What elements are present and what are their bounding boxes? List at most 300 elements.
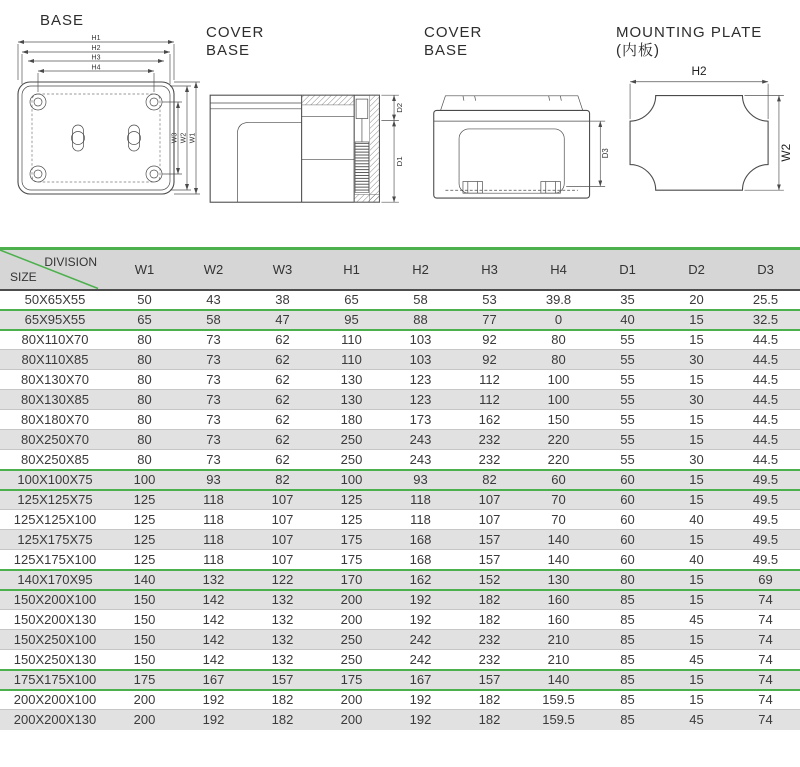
corner-cell bbox=[0, 249, 110, 290]
dim-label-h2: H2 bbox=[691, 63, 707, 78]
diagram-base bbox=[12, 12, 204, 204]
table-row bbox=[0, 330, 800, 350]
dim-label-h3: H3 bbox=[91, 54, 101, 62]
value-cell: 118 bbox=[179, 550, 248, 570]
diagram-cover-base-front-title bbox=[424, 24, 611, 60]
value-cell: 40 bbox=[662, 550, 731, 570]
value-cell: 182 bbox=[455, 690, 524, 710]
size-cell: 80X110X70 bbox=[0, 330, 110, 350]
value-cell: 125 bbox=[110, 530, 179, 550]
value-cell: 100 bbox=[317, 470, 386, 490]
size-cell: 65X95X55 bbox=[0, 310, 110, 330]
value-cell: 73 bbox=[179, 450, 248, 470]
value-cell: 168 bbox=[386, 550, 455, 570]
col-header-h1: H1 bbox=[317, 249, 386, 290]
value-cell: 85 bbox=[593, 650, 662, 670]
size-cell: 150X250X130 bbox=[0, 650, 110, 670]
dim-label-d1: D1 bbox=[394, 156, 404, 167]
value-cell: 232 bbox=[455, 430, 524, 450]
value-cell: 150 bbox=[110, 610, 179, 630]
size-cell: 125X175X75 bbox=[0, 530, 110, 550]
diagram-base-title bbox=[12, 12, 204, 30]
value-cell: 150 bbox=[110, 630, 179, 650]
value-cell: 15 bbox=[662, 690, 731, 710]
value-cell: 175 bbox=[317, 550, 386, 570]
value-cell: 73 bbox=[179, 330, 248, 350]
table-row bbox=[0, 350, 800, 370]
size-cell: 150X250X100 bbox=[0, 630, 110, 650]
value-cell: 49.5 bbox=[731, 550, 800, 570]
value-cell: 60 bbox=[593, 470, 662, 490]
value-cell: 73 bbox=[179, 410, 248, 430]
diagram-mounting-plate-title bbox=[616, 24, 794, 60]
col-header-h3: H3 bbox=[455, 249, 524, 290]
value-cell: 118 bbox=[179, 530, 248, 550]
value-cell: 182 bbox=[248, 690, 317, 710]
value-cell: 180 bbox=[317, 410, 386, 430]
table-row bbox=[0, 670, 800, 690]
value-cell: 44.5 bbox=[731, 330, 800, 350]
value-cell: 85 bbox=[593, 690, 662, 710]
value-cell: 80 bbox=[593, 570, 662, 590]
mounting-plate-drawing bbox=[616, 62, 794, 202]
value-cell: 15 bbox=[662, 330, 731, 350]
value-cell: 175 bbox=[110, 670, 179, 690]
value-cell: 80 bbox=[110, 330, 179, 350]
value-cell: 232 bbox=[455, 630, 524, 650]
value-cell: 80 bbox=[110, 390, 179, 410]
value-cell: 15 bbox=[662, 570, 731, 590]
value-cell: 74 bbox=[731, 630, 800, 650]
table-row bbox=[0, 410, 800, 430]
value-cell: 118 bbox=[179, 490, 248, 510]
value-cell: 100 bbox=[524, 370, 593, 390]
value-cell: 60 bbox=[524, 470, 593, 490]
value-cell: 140 bbox=[524, 530, 593, 550]
dim-label-d3: D3 bbox=[601, 148, 611, 159]
value-cell: 182 bbox=[455, 590, 524, 610]
base-box-outline bbox=[18, 82, 174, 194]
dim-label-d2: D2 bbox=[394, 102, 404, 113]
table-row bbox=[0, 430, 800, 450]
value-cell: 250 bbox=[317, 430, 386, 450]
value-cell: 118 bbox=[386, 510, 455, 530]
value-cell: 15 bbox=[662, 590, 731, 610]
value-cell: 74 bbox=[731, 690, 800, 710]
value-cell: 50 bbox=[110, 290, 179, 310]
value-cell: 200 bbox=[317, 590, 386, 610]
table-row bbox=[0, 310, 800, 330]
size-cell: 80X180X70 bbox=[0, 410, 110, 430]
col-header-h4: H4 bbox=[524, 249, 593, 290]
header-row bbox=[0, 249, 800, 290]
table-row bbox=[0, 490, 800, 510]
value-cell: 82 bbox=[455, 470, 524, 490]
base-corner-screws bbox=[30, 94, 162, 182]
value-cell: 55 bbox=[593, 390, 662, 410]
value-cell: 80 bbox=[110, 370, 179, 390]
value-cell: 93 bbox=[179, 470, 248, 490]
value-cell: 80 bbox=[524, 330, 593, 350]
value-cell: 192 bbox=[386, 610, 455, 630]
value-cell: 77 bbox=[455, 310, 524, 330]
size-cell: 125X125X100 bbox=[0, 510, 110, 530]
col-header-w1: W1 bbox=[110, 249, 179, 290]
value-cell: 200 bbox=[110, 690, 179, 710]
value-cell: 73 bbox=[179, 430, 248, 450]
value-cell: 58 bbox=[179, 310, 248, 330]
value-cell: 62 bbox=[248, 450, 317, 470]
value-cell: 182 bbox=[248, 710, 317, 730]
table-row bbox=[0, 570, 800, 590]
size-cell: 80X110X85 bbox=[0, 350, 110, 370]
value-cell: 167 bbox=[386, 670, 455, 690]
value-cell: 62 bbox=[248, 350, 317, 370]
dim-label-h2: H2 bbox=[91, 45, 101, 52]
size-cell: 50X65X55 bbox=[0, 290, 110, 310]
value-cell: 85 bbox=[593, 630, 662, 650]
value-cell: 40 bbox=[662, 510, 731, 530]
size-cell: 140X170X95 bbox=[0, 570, 110, 590]
diagram-cover-base-side bbox=[206, 24, 406, 210]
value-cell: 200 bbox=[317, 690, 386, 710]
value-cell: 157 bbox=[455, 550, 524, 570]
cover-base-side-dimensions bbox=[381, 95, 403, 202]
table-row bbox=[0, 470, 800, 490]
value-cell: 93 bbox=[386, 470, 455, 490]
value-cell: 112 bbox=[455, 390, 524, 410]
value-cell: 15 bbox=[662, 530, 731, 550]
value-cell: 242 bbox=[386, 630, 455, 650]
col-header-w3: W3 bbox=[248, 249, 317, 290]
value-cell: 53 bbox=[455, 290, 524, 310]
value-cell: 210 bbox=[524, 650, 593, 670]
value-cell: 192 bbox=[386, 710, 455, 730]
value-cell: 82 bbox=[248, 470, 317, 490]
value-cell: 107 bbox=[455, 490, 524, 510]
value-cell: 200 bbox=[317, 610, 386, 630]
spec-table bbox=[0, 247, 800, 730]
table-row bbox=[0, 530, 800, 550]
value-cell: 85 bbox=[593, 610, 662, 630]
value-cell: 125 bbox=[317, 510, 386, 530]
value-cell: 38 bbox=[248, 290, 317, 310]
value-cell: 65 bbox=[317, 290, 386, 310]
value-cell: 73 bbox=[179, 350, 248, 370]
value-cell: 142 bbox=[179, 650, 248, 670]
table-row bbox=[0, 510, 800, 530]
size-cell: 80X250X70 bbox=[0, 430, 110, 450]
title-line: COVER bbox=[424, 24, 483, 41]
value-cell: 44.5 bbox=[731, 430, 800, 450]
value-cell: 15 bbox=[662, 370, 731, 390]
value-cell: 150 bbox=[524, 410, 593, 430]
value-cell: 103 bbox=[386, 350, 455, 370]
value-cell: 125 bbox=[110, 510, 179, 530]
value-cell: 60 bbox=[593, 490, 662, 510]
value-cell: 39.8 bbox=[524, 290, 593, 310]
col-header-d3: D3 bbox=[731, 249, 800, 290]
value-cell: 220 bbox=[524, 430, 593, 450]
value-cell: 49.5 bbox=[731, 490, 800, 510]
value-cell: 30 bbox=[662, 350, 731, 370]
value-cell: 74 bbox=[731, 670, 800, 690]
value-cell: 200 bbox=[317, 710, 386, 730]
value-cell: 182 bbox=[455, 610, 524, 630]
value-cell: 44.5 bbox=[731, 390, 800, 410]
value-cell: 44.5 bbox=[731, 350, 800, 370]
value-cell: 80 bbox=[110, 410, 179, 430]
cover-base-front-body bbox=[434, 96, 590, 198]
value-cell: 62 bbox=[248, 370, 317, 390]
value-cell: 243 bbox=[386, 450, 455, 470]
value-cell: 160 bbox=[524, 590, 593, 610]
diagram-cover-base-side-title bbox=[206, 24, 406, 60]
cover-base-front-drawing bbox=[424, 82, 611, 207]
title-line: BASE bbox=[206, 42, 251, 59]
dim-label-w2: W2 bbox=[180, 132, 188, 144]
table-row bbox=[0, 650, 800, 670]
value-cell: 15 bbox=[662, 430, 731, 450]
value-cell: 88 bbox=[386, 310, 455, 330]
value-cell: 80 bbox=[110, 430, 179, 450]
value-cell: 92 bbox=[455, 330, 524, 350]
value-cell: 130 bbox=[317, 390, 386, 410]
value-cell: 47 bbox=[248, 310, 317, 330]
diagrams-row bbox=[0, 0, 800, 247]
table-row bbox=[0, 550, 800, 570]
value-cell: 74 bbox=[731, 610, 800, 630]
value-cell: 60 bbox=[593, 550, 662, 570]
col-header-h2: H2 bbox=[386, 249, 455, 290]
value-cell: 250 bbox=[317, 630, 386, 650]
value-cell: 123 bbox=[386, 370, 455, 390]
value-cell: 250 bbox=[317, 650, 386, 670]
value-cell: 140 bbox=[110, 570, 179, 590]
value-cell: 62 bbox=[248, 410, 317, 430]
value-cell: 58 bbox=[386, 290, 455, 310]
value-cell: 132 bbox=[179, 570, 248, 590]
value-cell: 232 bbox=[455, 450, 524, 470]
value-cell: 55 bbox=[593, 410, 662, 430]
value-cell: 15 bbox=[662, 410, 731, 430]
value-cell: 20 bbox=[662, 290, 731, 310]
value-cell: 157 bbox=[248, 670, 317, 690]
value-cell: 95 bbox=[317, 310, 386, 330]
value-cell: 170 bbox=[317, 570, 386, 590]
value-cell: 80 bbox=[110, 450, 179, 470]
size-cell: 100X100X75 bbox=[0, 470, 110, 490]
value-cell: 43 bbox=[179, 290, 248, 310]
value-cell: 132 bbox=[248, 650, 317, 670]
value-cell: 15 bbox=[662, 470, 731, 490]
value-cell: 192 bbox=[179, 690, 248, 710]
value-cell: 60 bbox=[593, 530, 662, 550]
value-cell: 232 bbox=[455, 650, 524, 670]
value-cell: 25.5 bbox=[731, 290, 800, 310]
value-cell: 175 bbox=[317, 530, 386, 550]
base-keyhole-slots bbox=[72, 125, 141, 151]
value-cell: 15 bbox=[662, 670, 731, 690]
value-cell: 70 bbox=[524, 510, 593, 530]
value-cell: 32.5 bbox=[731, 310, 800, 330]
value-cell: 45 bbox=[662, 610, 731, 630]
value-cell: 74 bbox=[731, 650, 800, 670]
col-header-d2: D2 bbox=[662, 249, 731, 290]
value-cell: 243 bbox=[386, 430, 455, 450]
value-cell: 73 bbox=[179, 390, 248, 410]
value-cell: 107 bbox=[455, 510, 524, 530]
value-cell: 49.5 bbox=[731, 510, 800, 530]
value-cell: 192 bbox=[386, 690, 455, 710]
size-cell: 175X175X100 bbox=[0, 670, 110, 690]
table-row bbox=[0, 710, 800, 730]
value-cell: 159.5 bbox=[524, 710, 593, 730]
value-cell: 122 bbox=[248, 570, 317, 590]
size-cell: 200X200X130 bbox=[0, 710, 110, 730]
table-row bbox=[0, 370, 800, 390]
table-row bbox=[0, 590, 800, 610]
title-line: MOUNTING PLATE bbox=[616, 24, 763, 41]
dim-label-h4: H4 bbox=[91, 64, 101, 72]
value-cell: 132 bbox=[248, 590, 317, 610]
value-cell: 30 bbox=[662, 390, 731, 410]
value-cell: 70 bbox=[524, 490, 593, 510]
col-header-d1: D1 bbox=[593, 249, 662, 290]
value-cell: 157 bbox=[455, 530, 524, 550]
size-cell: 80X250X85 bbox=[0, 450, 110, 470]
value-cell: 132 bbox=[248, 630, 317, 650]
value-cell: 55 bbox=[593, 330, 662, 350]
value-cell: 107 bbox=[248, 490, 317, 510]
value-cell: 74 bbox=[731, 710, 800, 730]
value-cell: 55 bbox=[593, 370, 662, 390]
value-cell: 62 bbox=[248, 330, 317, 350]
value-cell: 62 bbox=[248, 390, 317, 410]
value-cell: 45 bbox=[662, 650, 731, 670]
value-cell: 92 bbox=[455, 350, 524, 370]
value-cell: 118 bbox=[179, 510, 248, 530]
value-cell: 192 bbox=[179, 710, 248, 730]
corner-division-label: DIVISION bbox=[44, 255, 97, 269]
diagram-mounting-plate bbox=[616, 24, 794, 202]
value-cell: 100 bbox=[524, 390, 593, 410]
value-cell: 30 bbox=[662, 450, 731, 470]
value-cell: 15 bbox=[662, 310, 731, 330]
value-cell: 142 bbox=[179, 630, 248, 650]
dim-label-w1: W1 bbox=[189, 132, 197, 144]
value-cell: 55 bbox=[593, 350, 662, 370]
value-cell: 110 bbox=[317, 330, 386, 350]
value-cell: 142 bbox=[179, 590, 248, 610]
value-cell: 220 bbox=[524, 450, 593, 470]
value-cell: 160 bbox=[524, 610, 593, 630]
title-line: (内板) bbox=[616, 42, 660, 59]
value-cell: 118 bbox=[386, 490, 455, 510]
value-cell: 40 bbox=[593, 310, 662, 330]
value-cell: 15 bbox=[662, 490, 731, 510]
title-line: COVER bbox=[206, 24, 265, 41]
size-cell: 80X130X70 bbox=[0, 370, 110, 390]
diagram-base-title-text: BASE bbox=[40, 12, 85, 29]
value-cell: 62 bbox=[248, 430, 317, 450]
mounting-plate-outline bbox=[630, 96, 768, 191]
value-cell: 69 bbox=[731, 570, 800, 590]
dim-label-w2: W2 bbox=[778, 143, 793, 162]
value-cell: 250 bbox=[317, 450, 386, 470]
value-cell: 162 bbox=[455, 410, 524, 430]
table-row bbox=[0, 690, 800, 710]
diagram-cover-base-front bbox=[424, 24, 611, 207]
table-row bbox=[0, 390, 800, 410]
value-cell: 130 bbox=[524, 570, 593, 590]
value-cell: 157 bbox=[455, 670, 524, 690]
value-cell: 55 bbox=[593, 430, 662, 450]
value-cell: 103 bbox=[386, 330, 455, 350]
value-cell: 132 bbox=[248, 610, 317, 630]
dim-label-h1: H1 bbox=[91, 35, 101, 42]
value-cell: 210 bbox=[524, 630, 593, 650]
value-cell: 162 bbox=[386, 570, 455, 590]
value-cell: 44.5 bbox=[731, 450, 800, 470]
value-cell: 65 bbox=[110, 310, 179, 330]
value-cell: 0 bbox=[524, 310, 593, 330]
value-cell: 107 bbox=[248, 510, 317, 530]
value-cell: 130 bbox=[317, 370, 386, 390]
value-cell: 125 bbox=[110, 490, 179, 510]
value-cell: 140 bbox=[524, 670, 593, 690]
size-cell: 125X125X75 bbox=[0, 490, 110, 510]
value-cell: 73 bbox=[179, 370, 248, 390]
value-cell: 112 bbox=[455, 370, 524, 390]
value-cell: 242 bbox=[386, 650, 455, 670]
size-cell: 125X175X100 bbox=[0, 550, 110, 570]
corner-size-label: SIZE bbox=[10, 269, 37, 284]
value-cell: 45 bbox=[662, 710, 731, 730]
cover-base-side-body bbox=[210, 95, 379, 202]
value-cell: 150 bbox=[110, 650, 179, 670]
table-row bbox=[0, 450, 800, 470]
value-cell: 125 bbox=[110, 550, 179, 570]
size-cell: 150X200X100 bbox=[0, 590, 110, 610]
value-cell: 167 bbox=[179, 670, 248, 690]
value-cell: 80 bbox=[110, 350, 179, 370]
value-cell: 152 bbox=[455, 570, 524, 590]
value-cell: 35 bbox=[593, 290, 662, 310]
value-cell: 85 bbox=[593, 670, 662, 690]
value-cell: 150 bbox=[110, 590, 179, 610]
value-cell: 140 bbox=[524, 550, 593, 570]
value-cell: 85 bbox=[593, 590, 662, 610]
value-cell: 49.5 bbox=[731, 470, 800, 490]
value-cell: 44.5 bbox=[731, 370, 800, 390]
value-cell: 107 bbox=[248, 530, 317, 550]
cover-base-front-dimensions bbox=[566, 121, 610, 186]
size-cell: 150X200X130 bbox=[0, 610, 110, 630]
value-cell: 74 bbox=[731, 590, 800, 610]
value-cell: 175 bbox=[317, 670, 386, 690]
value-cell: 60 bbox=[593, 510, 662, 530]
size-cell: 200X200X100 bbox=[0, 690, 110, 710]
value-cell: 80 bbox=[524, 350, 593, 370]
value-cell: 168 bbox=[386, 530, 455, 550]
value-cell: 107 bbox=[248, 550, 317, 570]
value-cell: 173 bbox=[386, 410, 455, 430]
base-top-view-drawing bbox=[12, 34, 204, 204]
table-row bbox=[0, 290, 800, 310]
dim-label-w3: W3 bbox=[171, 132, 179, 144]
value-cell: 85 bbox=[593, 710, 662, 730]
